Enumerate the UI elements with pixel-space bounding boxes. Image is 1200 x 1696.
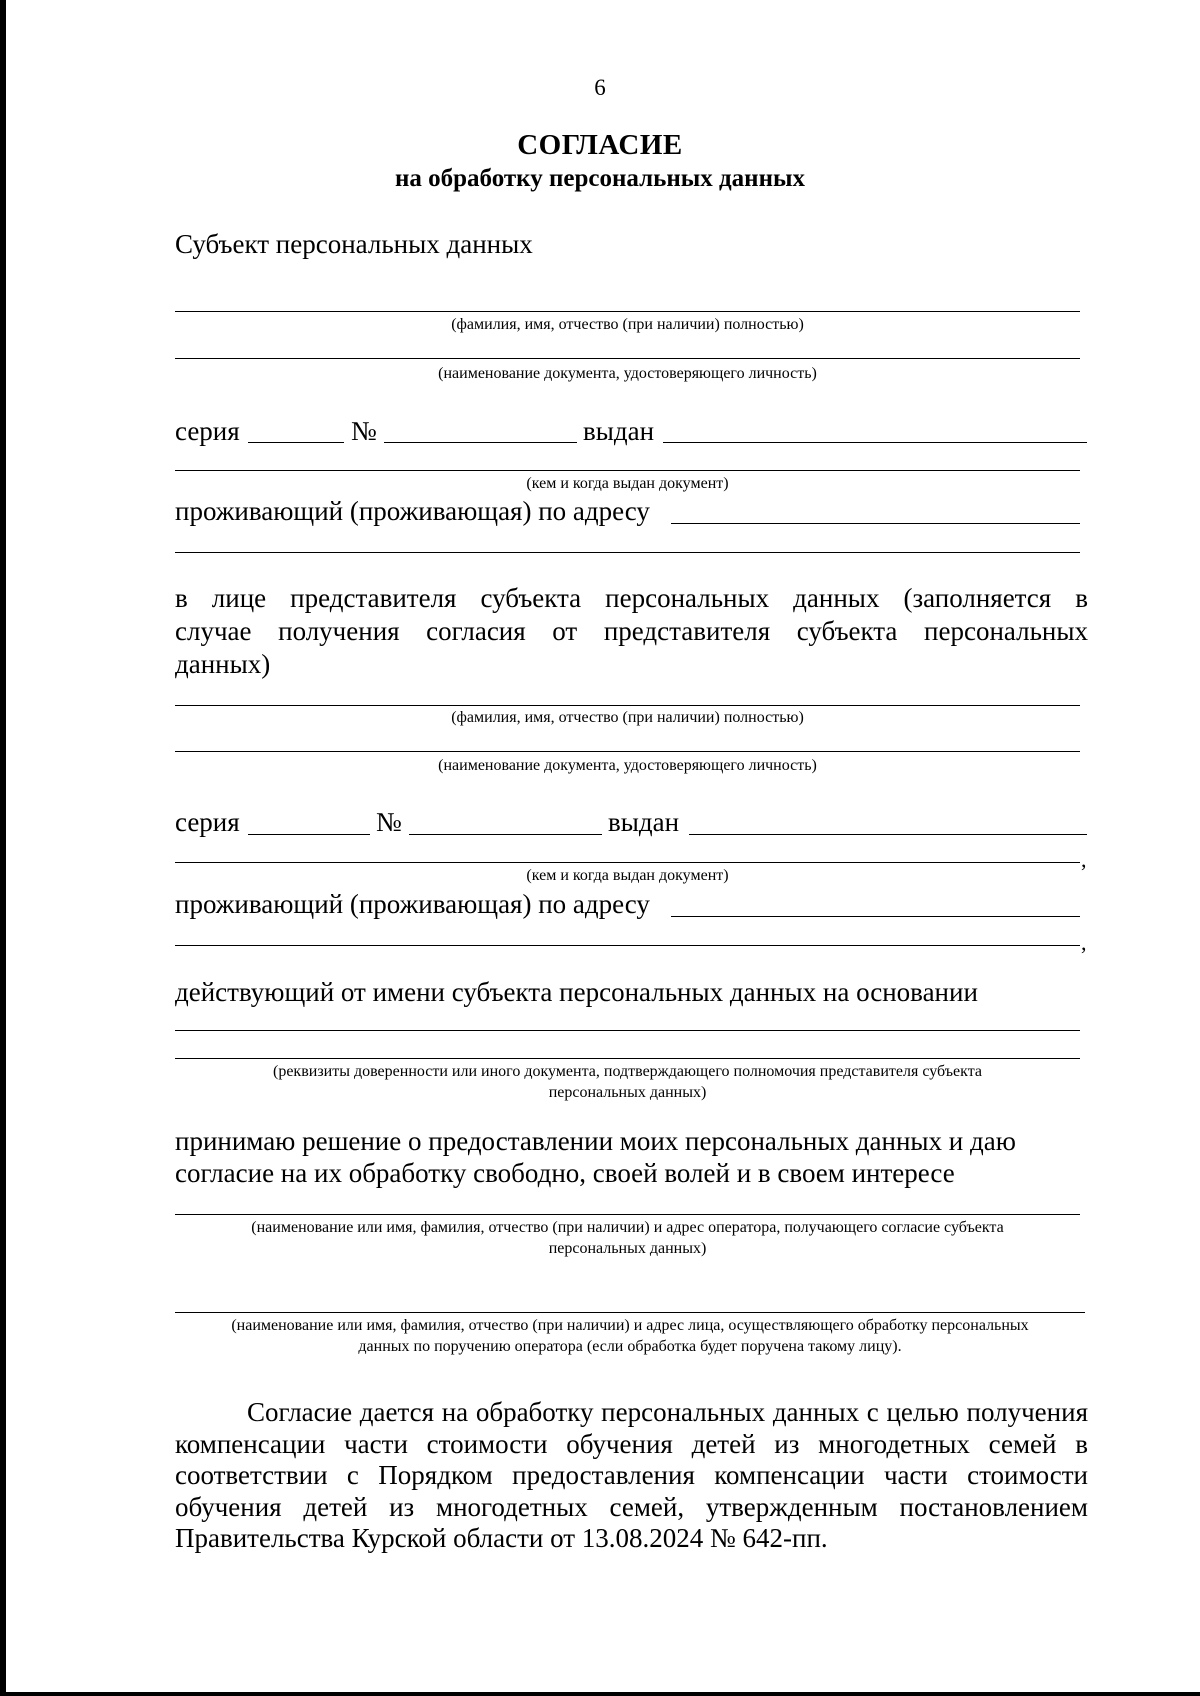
subject-name-line [175, 311, 1080, 312]
rep-issued-by-line [175, 862, 1080, 863]
processor-caption-line-2: данных по поручению оператора (если обработка будет поручена такому лицу). [358, 1338, 902, 1355]
subject-name-caption: (фамилия, имя, отчество (при наличии) полностью) [451, 316, 804, 333]
operator-line [175, 1214, 1080, 1215]
subject-id-doc-caption: (наименование документа, удостоверяющего личность) [438, 365, 817, 382]
subject-issued-label: выдан [583, 416, 655, 446]
subject-series-label: серия [175, 416, 240, 446]
subject-address-line-2 [175, 552, 1080, 553]
rep-address-comma: , [1081, 930, 1087, 955]
subject-heading: Субъект персональных данных [175, 229, 533, 259]
subject-number-line [384, 442, 577, 443]
proxy-doc-caption-line-2: персональных данных) [548, 1084, 707, 1101]
rep-name-line [175, 705, 1080, 706]
subject-address-line [671, 523, 1080, 524]
subject-id-doc-line [175, 358, 1080, 359]
rep-address-line [671, 916, 1080, 917]
subject-series-line [248, 442, 344, 443]
rep-number-line [409, 834, 602, 835]
rep-address-label: проживающий (проживающая) по адресу [175, 889, 650, 919]
document-title: СОГЛАСИЕ [517, 129, 683, 161]
rep-issued-by-caption: (кем и когда выдан документ) [526, 867, 729, 884]
proxy-doc-line-1 [175, 1030, 1080, 1031]
consent-purpose-paragraph: Согласие дается на обработку персональных данных с целью получения компенсации части стоимости обучения детей из многодетных семей в соответствии с Порядком предоставления компенсации части стоимости обучения детей из многодетных семей, утвержденным постановлением Правительства Курской области от 13.08.2024 № 642-пп. [175, 1397, 1088, 1553]
processor-line [175, 1312, 1085, 1313]
rep-issued-line [689, 834, 1087, 835]
proxy-doc-line-2 [175, 1058, 1080, 1059]
representative-line-2: случае получения согласия от представителя субъекта персональных [175, 616, 1088, 646]
operator-caption-line-2: персональных данных) [548, 1240, 707, 1257]
rep-name-caption: (фамилия, имя, отчество (при наличии) полностью) [451, 709, 804, 726]
rep-issued-by-comma: , [1081, 847, 1087, 872]
rep-id-doc-caption: (наименование документа, удостоверяющего личность) [438, 757, 817, 774]
scan-edge-left [0, 0, 6, 1696]
subject-issued-by-line [175, 470, 1080, 471]
rep-number-label: № [376, 807, 402, 837]
rep-issued-label: выдан [608, 807, 680, 837]
page-number: 6 [594, 75, 606, 100]
rep-series-line [248, 834, 370, 835]
rep-address-line-2 [175, 945, 1080, 946]
proxy-doc-caption-line-1: (реквизиты доверенности или иного документа, подтверждающего полномочия представителя субъекта [273, 1063, 982, 1080]
rep-id-doc-line [175, 751, 1080, 752]
subject-issued-line [663, 442, 1087, 443]
representative-line-1: в лице представителя субъекта персональных данных (заполняется в [175, 583, 1088, 613]
decision-line-1: принимаю решение о предоставлении моих персональных данных и даю [175, 1126, 1016, 1156]
rep-series-label: серия [175, 807, 240, 837]
subject-number-label: № [351, 416, 377, 446]
representative-line-3: данных) [175, 649, 271, 679]
acting-on-basis-text: действующий от имени субъекта персональных данных на основании [175, 977, 978, 1007]
scan-edge-bottom [0, 1692, 1200, 1696]
decision-line-2: согласие на их обработку свободно, своей волей и в своем интересе [175, 1158, 955, 1188]
document-subtitle: на обработку персональных данных [395, 165, 805, 192]
operator-caption-line-1: (наименование или имя, фамилия, отчество (при наличии) и адрес оператора, получающего согласие субъекта [251, 1219, 1004, 1236]
processor-caption-line-1: (наименование или имя, фамилия, отчество (при наличии) и адрес лица, осуществляющего обработку персональных [231, 1317, 1029, 1334]
subject-issued-by-caption: (кем и когда выдан документ) [526, 475, 729, 492]
subject-address-label: проживающий (проживающая) по адресу [175, 496, 650, 526]
